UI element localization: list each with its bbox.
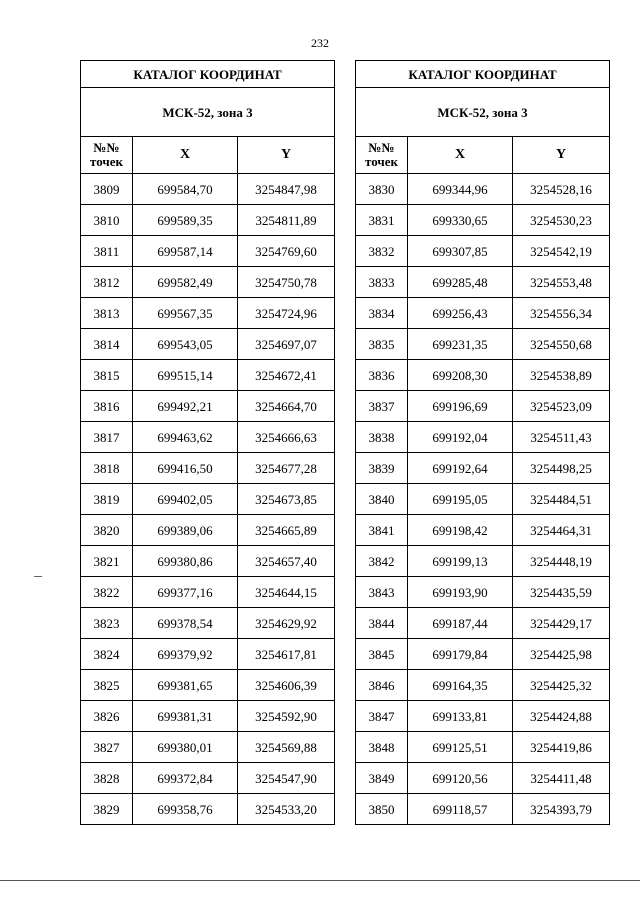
table-row — [356, 515, 610, 546]
y-coordinate-cell: 3254750,78 — [238, 267, 335, 298]
y-coordinate-cell: 3254435,59 — [513, 577, 610, 608]
point-number-cell: 3833 — [356, 267, 408, 298]
column-header-x: X — [408, 137, 513, 174]
x-coordinate-cell: 699589,35 — [133, 205, 238, 236]
y-coordinate-cell: 3254530,23 — [513, 205, 610, 236]
table-row — [81, 174, 335, 205]
x-coordinate-cell: 699543,05 — [133, 329, 238, 360]
table-row — [81, 763, 335, 794]
table-row — [81, 608, 335, 639]
point-number-cell: 3830 — [356, 174, 408, 205]
point-number-cell: 3812 — [81, 267, 133, 298]
column-header-row — [356, 137, 610, 174]
catalog-title-row — [356, 61, 610, 88]
table-row — [81, 360, 335, 391]
x-coordinate-cell: 699587,14 — [133, 236, 238, 267]
y-coordinate-cell: 3254550,68 — [513, 329, 610, 360]
y-coordinate-cell: 3254425,32 — [513, 670, 610, 701]
y-coordinate-cell: 3254672,41 — [238, 360, 335, 391]
y-coordinate-cell: 3254847,98 — [238, 174, 335, 205]
y-coordinate-cell: 3254424,88 — [513, 701, 610, 732]
catalog-zone: МСК-52, зона 3 — [356, 88, 610, 137]
x-coordinate-cell: 699231,35 — [408, 329, 513, 360]
point-number-cell: 3819 — [81, 484, 133, 515]
table-row — [356, 236, 610, 267]
table-row — [81, 391, 335, 422]
catalog-zone-row — [81, 88, 335, 137]
table-row — [356, 174, 610, 205]
table-row — [81, 639, 335, 670]
y-coordinate-cell: 3254393,79 — [513, 794, 610, 825]
point-number-cell: 3816 — [81, 391, 133, 422]
x-coordinate-cell: 699133,81 — [408, 701, 513, 732]
x-coordinate-cell: 699179,84 — [408, 639, 513, 670]
catalog-zone-row — [356, 88, 610, 137]
x-coordinate-cell: 699256,43 — [408, 298, 513, 329]
point-number-cell: 3836 — [356, 360, 408, 391]
table-row — [356, 453, 610, 484]
point-number-cell: 3832 — [356, 236, 408, 267]
point-number-cell: 3821 — [81, 546, 133, 577]
x-coordinate-cell: 699164,35 — [408, 670, 513, 701]
catalog-title-row — [81, 61, 335, 88]
y-coordinate-cell: 3254419,86 — [513, 732, 610, 763]
y-coordinate-cell: 3254498,25 — [513, 453, 610, 484]
y-coordinate-cell: 3254464,31 — [513, 515, 610, 546]
x-coordinate-cell: 699402,05 — [133, 484, 238, 515]
point-number-cell: 3811 — [81, 236, 133, 267]
column-header-point-number — [356, 137, 408, 174]
catalog-title: КАТАЛОГ КООРДИНАТ — [81, 61, 335, 88]
y-coordinate-cell: 3254617,81 — [238, 639, 335, 670]
y-coordinate-cell: 3254657,40 — [238, 546, 335, 577]
point-number-cell: 3825 — [81, 670, 133, 701]
x-coordinate-cell: 699377,16 — [133, 577, 238, 608]
point-number-cell: 3842 — [356, 546, 408, 577]
point-number-cell: 3826 — [81, 701, 133, 732]
x-coordinate-cell: 699380,01 — [133, 732, 238, 763]
table-row — [356, 329, 610, 360]
x-coordinate-cell: 699118,57 — [408, 794, 513, 825]
y-coordinate-cell: 3254569,88 — [238, 732, 335, 763]
y-coordinate-cell: 3254811,89 — [238, 205, 335, 236]
table-row — [356, 422, 610, 453]
point-number-cell: 3845 — [356, 639, 408, 670]
x-coordinate-cell: 699193,90 — [408, 577, 513, 608]
table-row — [81, 453, 335, 484]
x-coordinate-cell: 699389,06 — [133, 515, 238, 546]
point-number-cell: 3810 — [81, 205, 133, 236]
point-number-cell: 3828 — [81, 763, 133, 794]
table-row — [81, 515, 335, 546]
x-coordinate-cell: 699285,48 — [408, 267, 513, 298]
y-coordinate-cell: 3254542,19 — [513, 236, 610, 267]
x-coordinate-cell: 699379,92 — [133, 639, 238, 670]
point-number-cell: 3817 — [81, 422, 133, 453]
point-number-cell: 3843 — [356, 577, 408, 608]
point-number-cell: 3847 — [356, 701, 408, 732]
table-row — [81, 484, 335, 515]
point-number-cell: 3848 — [356, 732, 408, 763]
coordinate-catalog-table-right — [355, 60, 610, 825]
table-row — [356, 298, 610, 329]
point-number-cell: 3844 — [356, 608, 408, 639]
x-coordinate-cell: 699380,86 — [133, 546, 238, 577]
column-header-x: X — [133, 137, 238, 174]
y-coordinate-cell: 3254511,43 — [513, 422, 610, 453]
column-header-row — [81, 137, 335, 174]
y-coordinate-cell: 3254673,85 — [238, 484, 335, 515]
table-row — [356, 360, 610, 391]
y-coordinate-cell: 3254553,48 — [513, 267, 610, 298]
point-number-cell: 3824 — [81, 639, 133, 670]
table-row — [356, 670, 610, 701]
column-header-y: Y — [238, 137, 335, 174]
header-num-line1: №№ — [368, 139, 395, 155]
y-coordinate-cell: 3254533,20 — [238, 794, 335, 825]
catalog-zone: МСК-52, зона 3 — [81, 88, 335, 137]
header-num-line2: точек — [365, 154, 398, 169]
x-coordinate-cell: 699120,56 — [408, 763, 513, 794]
y-coordinate-cell: 3254769,60 — [238, 236, 335, 267]
table-row — [81, 329, 335, 360]
point-number-cell: 3837 — [356, 391, 408, 422]
y-coordinate-cell: 3254644,15 — [238, 577, 335, 608]
table-row — [81, 236, 335, 267]
point-number-cell: 3839 — [356, 453, 408, 484]
column-header-point-number — [81, 137, 133, 174]
point-number-cell: 3809 — [81, 174, 133, 205]
point-number-cell: 3834 — [356, 298, 408, 329]
y-coordinate-cell: 3254664,70 — [238, 391, 335, 422]
x-coordinate-cell: 699307,85 — [408, 236, 513, 267]
x-coordinate-cell: 699196,69 — [408, 391, 513, 422]
table-row — [81, 546, 335, 577]
point-number-cell: 3813 — [81, 298, 133, 329]
y-coordinate-cell: 3254425,98 — [513, 639, 610, 670]
y-coordinate-cell: 3254724,96 — [238, 298, 335, 329]
y-coordinate-cell: 3254606,39 — [238, 670, 335, 701]
x-coordinate-cell: 699463,62 — [133, 422, 238, 453]
point-number-cell: 3850 — [356, 794, 408, 825]
table-row — [356, 391, 610, 422]
catalog-title: КАТАЛОГ КООРДИНАТ — [356, 61, 610, 88]
table-row — [81, 267, 335, 298]
x-coordinate-cell: 699187,44 — [408, 608, 513, 639]
x-coordinate-cell: 699192,04 — [408, 422, 513, 453]
y-coordinate-cell: 3254677,28 — [238, 453, 335, 484]
x-coordinate-cell: 699567,35 — [133, 298, 238, 329]
y-coordinate-cell: 3254411,48 — [513, 763, 610, 794]
table-row — [356, 608, 610, 639]
x-coordinate-cell: 699208,30 — [408, 360, 513, 391]
y-coordinate-cell: 3254484,51 — [513, 484, 610, 515]
header-num-line2: точек — [90, 154, 123, 169]
table-row — [81, 670, 335, 701]
x-coordinate-cell: 699372,84 — [133, 763, 238, 794]
x-coordinate-cell: 699515,14 — [133, 360, 238, 391]
table-row — [356, 267, 610, 298]
y-coordinate-cell: 3254528,16 — [513, 174, 610, 205]
header-num-line1: №№ — [93, 139, 120, 155]
table-row — [81, 577, 335, 608]
y-coordinate-cell: 3254592,90 — [238, 701, 335, 732]
point-number-cell: 3835 — [356, 329, 408, 360]
point-number-cell: 3814 — [81, 329, 133, 360]
table-row — [81, 422, 335, 453]
table-row — [81, 298, 335, 329]
table-row — [356, 701, 610, 732]
point-number-cell: 3827 — [81, 732, 133, 763]
table-row — [356, 763, 610, 794]
point-number-cell: 3820 — [81, 515, 133, 546]
point-number-cell: 3818 — [81, 453, 133, 484]
point-number-cell: 3831 — [356, 205, 408, 236]
table-row — [81, 794, 335, 825]
x-coordinate-cell: 699381,31 — [133, 701, 238, 732]
y-coordinate-cell: 3254547,90 — [238, 763, 335, 794]
y-coordinate-cell: 3254448,19 — [513, 546, 610, 577]
y-coordinate-cell: 3254697,07 — [238, 329, 335, 360]
y-coordinate-cell: 3254665,89 — [238, 515, 335, 546]
point-number-cell: 3840 — [356, 484, 408, 515]
page-bottom-rule — [0, 880, 640, 881]
x-coordinate-cell: 699358,76 — [133, 794, 238, 825]
table-row — [81, 205, 335, 236]
x-coordinate-cell: 699125,51 — [408, 732, 513, 763]
point-number-cell: 3822 — [81, 577, 133, 608]
x-coordinate-cell: 699582,49 — [133, 267, 238, 298]
x-coordinate-cell: 699198,42 — [408, 515, 513, 546]
point-number-cell: 3815 — [81, 360, 133, 391]
table-row — [356, 794, 610, 825]
margin-mark — [34, 576, 42, 577]
table-row — [356, 577, 610, 608]
point-number-cell: 3841 — [356, 515, 408, 546]
column-header-y: Y — [513, 137, 610, 174]
x-coordinate-cell: 699199,13 — [408, 546, 513, 577]
x-coordinate-cell: 699192,64 — [408, 453, 513, 484]
y-coordinate-cell: 3254629,92 — [238, 608, 335, 639]
x-coordinate-cell: 699584,70 — [133, 174, 238, 205]
y-coordinate-cell: 3254538,89 — [513, 360, 610, 391]
page-number: 232 — [311, 36, 329, 50]
table-row — [81, 732, 335, 763]
y-coordinate-cell: 3254523,09 — [513, 391, 610, 422]
point-number-cell: 3829 — [81, 794, 133, 825]
point-number-cell: 3823 — [81, 608, 133, 639]
y-coordinate-cell: 3254556,34 — [513, 298, 610, 329]
x-coordinate-cell: 699378,54 — [133, 608, 238, 639]
y-coordinate-cell: 3254666,63 — [238, 422, 335, 453]
table-row — [356, 639, 610, 670]
table-row — [356, 546, 610, 577]
x-coordinate-cell: 699381,65 — [133, 670, 238, 701]
table-row — [356, 484, 610, 515]
table-row — [81, 701, 335, 732]
table-row — [356, 732, 610, 763]
coordinate-catalog-table-left — [80, 60, 335, 825]
table-row — [356, 205, 610, 236]
x-coordinate-cell: 699492,21 — [133, 391, 238, 422]
x-coordinate-cell: 699344,96 — [408, 174, 513, 205]
x-coordinate-cell: 699330,65 — [408, 205, 513, 236]
point-number-cell: 3838 — [356, 422, 408, 453]
x-coordinate-cell: 699195,05 — [408, 484, 513, 515]
x-coordinate-cell: 699416,50 — [133, 453, 238, 484]
point-number-cell: 3846 — [356, 670, 408, 701]
y-coordinate-cell: 3254429,17 — [513, 608, 610, 639]
point-number-cell: 3849 — [356, 763, 408, 794]
